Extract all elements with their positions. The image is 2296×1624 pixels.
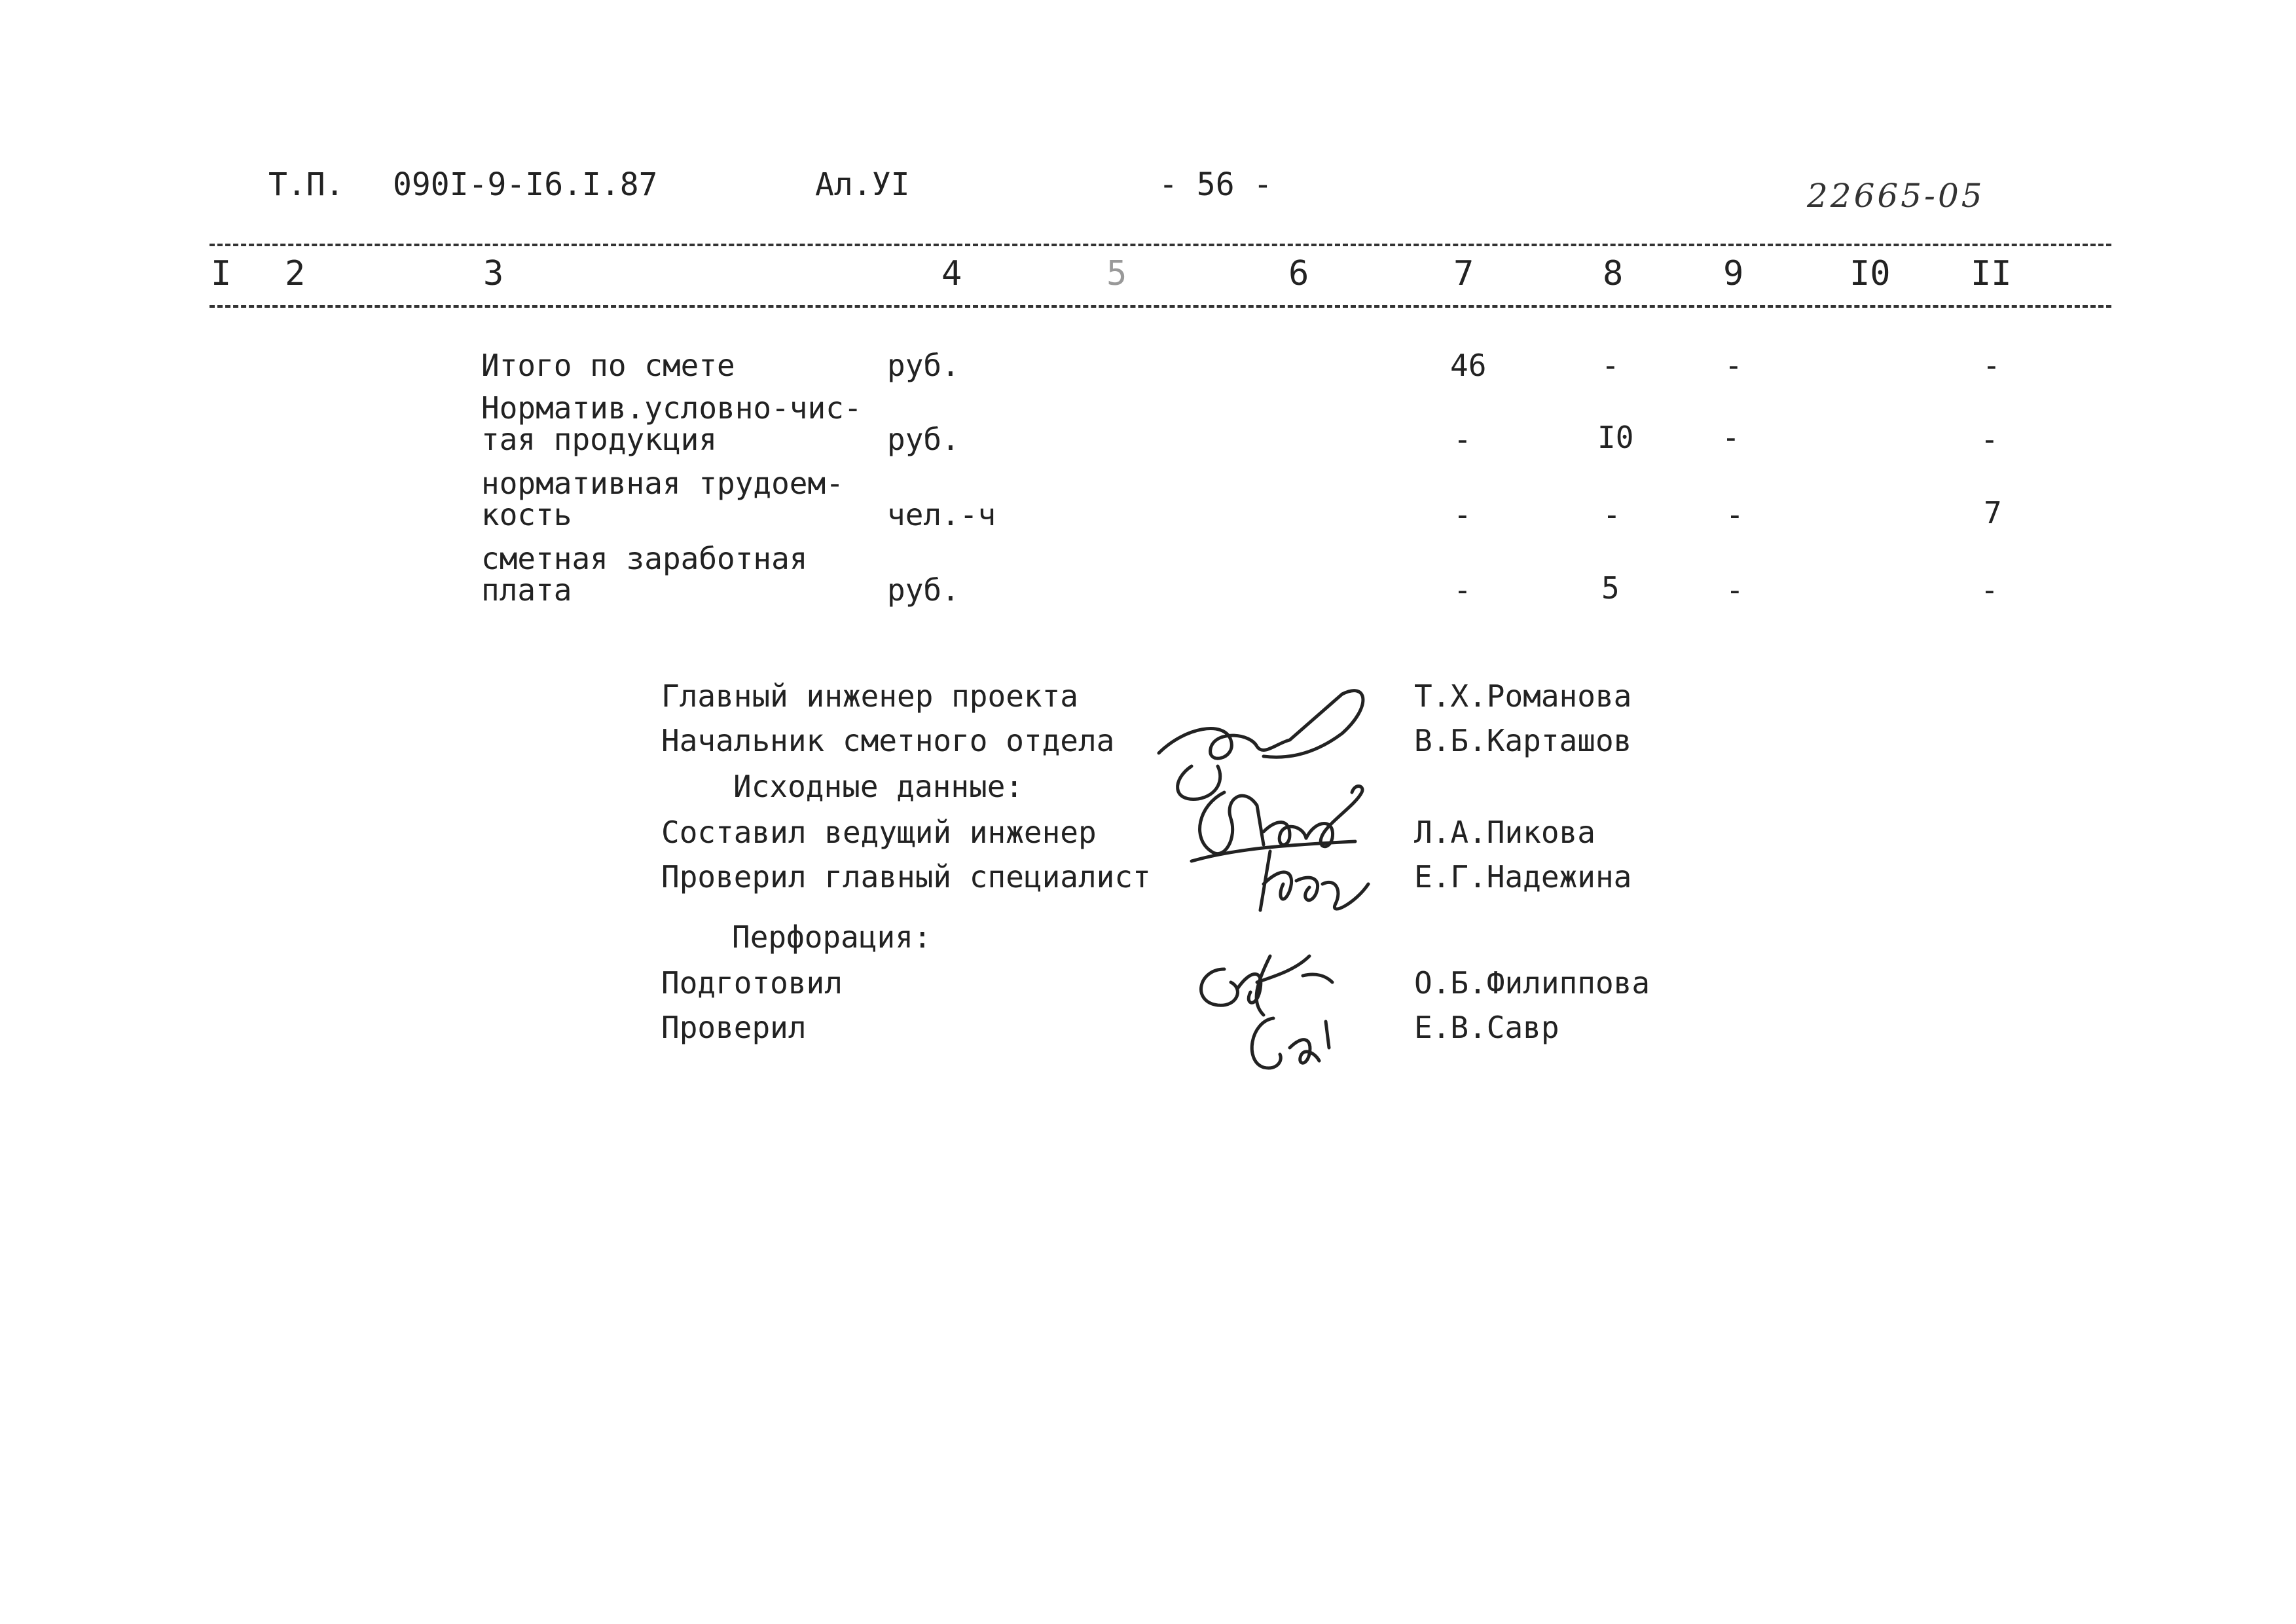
column-number-11: II — [1971, 254, 2012, 293]
column-number-2: 2 — [285, 254, 306, 293]
column-number-6: 6 — [1288, 254, 1309, 293]
estimate-head-role: Начальник сметного отдела — [661, 723, 1115, 758]
chief-engineer-name: Т.Х.Романова — [1414, 678, 1632, 714]
row-col11: - — [1980, 572, 1999, 608]
signature-verified — [1244, 1008, 1349, 1074]
source-data-heading: Исходные данные: — [733, 769, 1024, 804]
project-code: 090I-9-I6.I.87 — [393, 166, 658, 203]
row-unit: руб. — [887, 572, 960, 608]
row-name-continued: плата — [481, 572, 572, 608]
row-col7: 46 — [1450, 348, 1487, 383]
column-number-10: I0 — [1850, 254, 1891, 293]
top-divider — [210, 244, 2111, 246]
row-col8: I0 — [1597, 420, 1634, 455]
row-col8: 5 — [1601, 570, 1620, 606]
row-name: сметная заработная — [481, 541, 808, 576]
row-col7: - — [1453, 572, 1472, 608]
compiled-name: Л.А.Пикова — [1414, 815, 1595, 850]
prepared-role: Подготовил — [661, 965, 843, 1001]
chief-engineer-role: Главный инженер проекта — [661, 678, 1078, 714]
row-col11: - — [1980, 422, 1999, 457]
page-number: - 56 - — [1159, 166, 1273, 203]
tp-label: Т.П. — [268, 166, 344, 203]
prepared-name: О.Б.Филиппова — [1414, 965, 1650, 1001]
checked-name: Е.Г.Надежина — [1414, 859, 1632, 895]
column-number-7: 7 — [1453, 254, 1474, 293]
row-col7: - — [1453, 422, 1472, 457]
column-number-8: 8 — [1603, 254, 1624, 293]
row-col8: - — [1601, 348, 1620, 383]
row-name-continued: тая продукция — [481, 422, 718, 457]
row-name: Норматив.условно-чис- — [481, 390, 862, 426]
column-number-3: 3 — [483, 254, 504, 293]
row-name: нормативная трудоем- — [481, 466, 844, 501]
estimate-head-name: В.Б.Карташов — [1414, 723, 1632, 758]
checked-role: Проверил главный специалист — [661, 859, 1151, 895]
row-col9: - — [1724, 348, 1743, 383]
row-col9: - — [1726, 572, 1744, 608]
row-unit: чел.-ч — [887, 497, 996, 532]
row-col11: 7 — [1984, 495, 2002, 530]
column-number-9: 9 — [1723, 254, 1744, 293]
row-name: Итого по смете — [481, 348, 735, 383]
column-number-1: I — [211, 254, 232, 293]
inventory-number: 22665-05 — [1807, 177, 1985, 215]
perforation-heading: Перфорация: — [732, 919, 932, 955]
verified-name: Е.В.Савр — [1414, 1010, 1559, 1045]
row-col9: - — [1722, 420, 1740, 455]
row-col7: - — [1453, 497, 1472, 532]
signature-checked — [1244, 845, 1375, 917]
column-number-5: 5 — [1106, 254, 1127, 293]
album-label: Ал.УI — [815, 166, 910, 203]
bottom-divider — [210, 305, 2111, 308]
row-col8: - — [1603, 497, 1621, 532]
row-col11: - — [1982, 348, 2001, 383]
row-unit: руб. — [887, 348, 960, 383]
row-name-continued: кость — [481, 497, 572, 532]
verified-role: Проверил — [661, 1010, 807, 1045]
row-unit: руб. — [887, 422, 960, 457]
column-number-4: 4 — [941, 254, 962, 293]
row-col9: - — [1726, 497, 1744, 532]
compiled-role: Составил ведущий инженер — [661, 815, 1097, 850]
